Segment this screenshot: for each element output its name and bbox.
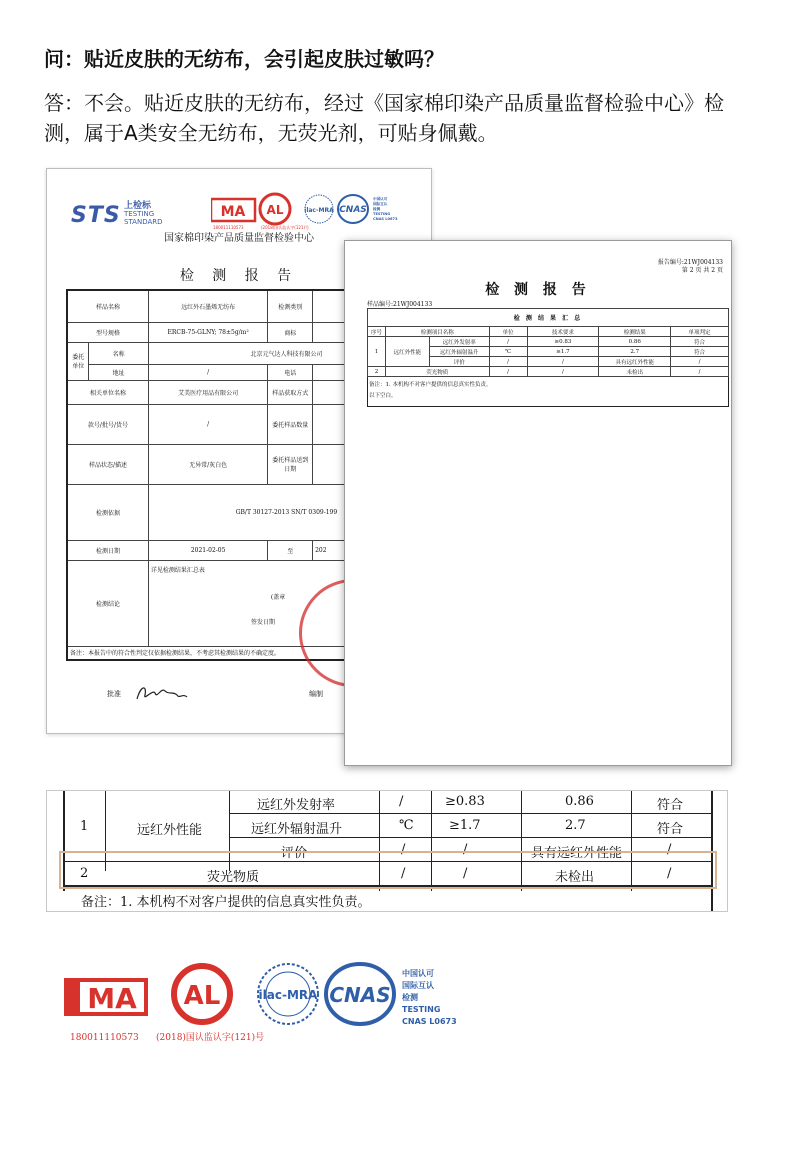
zoom-row2-unit: / — [401, 866, 406, 881]
cover-org-name: 国家棉印染产品质量监督检验中心 — [164, 233, 314, 244]
cover-cnas-text — [373, 196, 398, 221]
zoom-group-no: 1 — [80, 819, 89, 834]
svg-text:中国认可: 中国认可 — [402, 969, 434, 978]
svg-text:国际互认: 国际互认 — [402, 981, 434, 990]
zoom-row2-no: 2 — [80, 866, 89, 881]
zoom-req-0: ≥0.83 — [445, 794, 485, 809]
svg-text:TESTING: TESTING — [373, 212, 391, 216]
svg-text:AL: AL — [183, 981, 221, 1011]
summary-report-number: 报告编号:21WJ004133 第 2 页 共 2 页 — [657, 259, 723, 274]
svg-text:TESTING: TESTING — [402, 1005, 441, 1014]
fluorescent-highlight-box — [59, 851, 717, 889]
zoom-unit-2: / — [401, 842, 406, 857]
zoom-item-eval: 评价 — [281, 846, 308, 861]
summary-table: 检 测 结 果 汇 总 序号 检测项目名称 单位 技术要求 检测结果 单项判定 1 远红外性能 远红外发射率 / ≥0.83 0.86 符合 远红外辐射温升 ℃ ≥1.7 2.7 符合 评价 / / 具有远红外性能 / 2 荧光物质 / / 未检出 / 备注：1. 本机构不对客户提供的信息真实性负责。 以下空白。 — [367, 308, 729, 407]
zoom-req-1: ≥1.7 — [449, 818, 481, 833]
approve-label: 批准 — [107, 690, 121, 698]
svg-text:检测: 检测 — [373, 207, 381, 211]
zoom-unit-1: ℃ — [399, 818, 414, 833]
cover-cma-logo: MA — [220, 204, 246, 220]
cnas-logo — [326, 964, 394, 1024]
zoom-req-2: / — [463, 842, 468, 857]
cover-title: 检 测 报 告 — [179, 268, 299, 284]
zoom-verdict-1: 符合 — [657, 822, 684, 837]
cal-code: (2018)国认监认字(121)号 — [156, 1033, 265, 1043]
cover-info-table: 样品名称 远红外石墨烯无纺布 检测类别 型号规格 ERCB-75-GLNY; 78±5g/m² 商标 委托单位 名称 北京元气达人科技有限公司 地址 / 电话 相关单位名称 艾美医疗用品有限公司 样品获取方式 款号/批号/货号 / 委托样品数量 样品状态/描述 无异常/灰白色 委托样品送到日期 检测依据 GB/T 30127-2013 SN/T 0309-199 检测日期 2021-02-05 至 202 检测结论 详见检测结果汇总表 (盖章 签发日期 备注：本报告中的符合性判定仅依据检测结果，不考虑其检测结果的不确定度。 — [66, 289, 426, 661]
zoom-verdict-0: 符合 — [657, 798, 684, 813]
svg-text:ilac-MRA: ilac-MRA — [258, 988, 318, 1002]
cover-cal-code: (2018)国认监认字(121)号 — [261, 225, 310, 230]
sts-logo-text: 上检标 TESTING STANDARD — [124, 201, 163, 226]
zoom-row2-item: 荧光物质 — [207, 870, 260, 885]
zoom-group-name: 远红外性能 — [137, 823, 203, 838]
certification-logos — [60, 960, 480, 1050]
svg-text:中国认可: 中国认可 — [373, 197, 388, 201]
question-text: 问：贴近皮肤的无纺布，会引起皮肤过敏吗？ — [44, 47, 444, 71]
edit-label: 编制 — [309, 690, 323, 698]
zoom-item-emissivity: 远红外发射率 — [257, 798, 336, 813]
cnas-text — [402, 968, 457, 1026]
zoom-result-2: 具有远红外性能 — [531, 846, 623, 861]
cover-cnas-logo: CNAS — [339, 205, 367, 215]
cover-cal-logo: AL — [266, 203, 284, 217]
zoom-row2-result: 未检出 — [555, 870, 595, 885]
svg-text:MA: MA — [87, 982, 137, 1015]
cma-logo — [66, 980, 146, 1015]
sts-logo: STS — [71, 203, 121, 228]
approve-signature — [133, 681, 191, 705]
svg-text:CNAS: CNAS — [329, 983, 391, 1007]
cover-ilac-logo: ilac-MRA — [304, 207, 334, 214]
zoom-result-0: 0.86 — [565, 794, 594, 809]
svg-text:检测: 检测 — [402, 993, 418, 1002]
zoom-row2-req: / — [463, 866, 468, 881]
report-summary-image — [344, 240, 732, 766]
zoom-unit-0: / — [399, 794, 404, 809]
zoom-item-temp-rise: 远红外辐射温升 — [251, 822, 343, 837]
summary-title: 检 测 报 告 — [485, 282, 591, 298]
cma-code: 180011110573 — [70, 1033, 139, 1043]
zoom-verdict-2: / — [667, 842, 672, 857]
result-zoom-strip — [46, 790, 728, 912]
answer-text: 答：不会。贴近皮肤的无纺布，经过《国家棉印染产品质量监督检验中心》检测，属于A类安全无纺布，无荧光剂，可贴身佩戴。 — [44, 91, 724, 145]
svg-text:CNAS L0673: CNAS L0673 — [402, 1017, 457, 1026]
svg-text:国际互认: 国际互认 — [373, 202, 388, 206]
zoom-result-1: 2.7 — [565, 818, 586, 833]
ilac-mra-logo — [258, 964, 318, 1024]
zoom-note: 备注：1. 本机构不对客户提供的信息真实性负责。 — [81, 895, 371, 910]
cal-logo — [174, 966, 230, 1022]
cover-cma-code: 180011110573 — [213, 225, 244, 230]
summary-sample-number: 样品编号:21WJ004133 — [367, 301, 433, 308]
svg-text:CNAS L0673: CNAS L0673 — [373, 217, 398, 221]
zoom-row2-verdict: / — [667, 866, 672, 881]
